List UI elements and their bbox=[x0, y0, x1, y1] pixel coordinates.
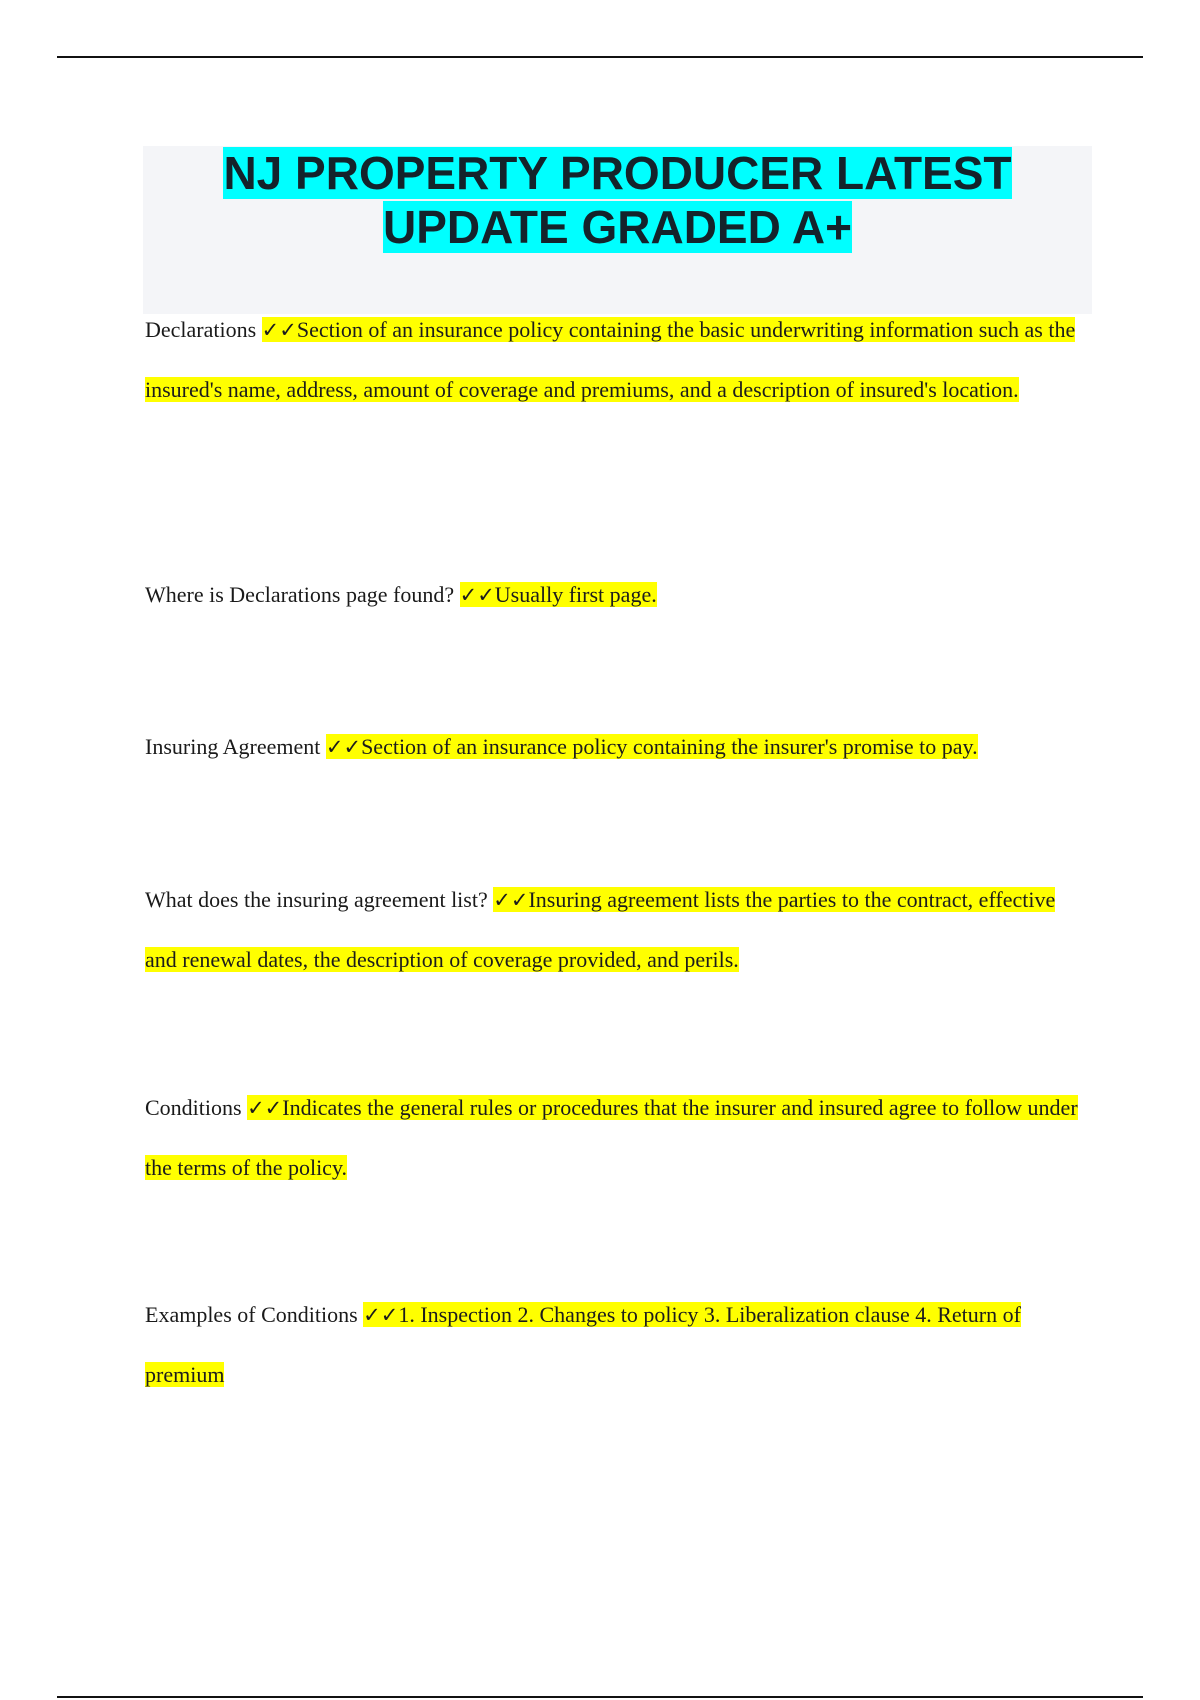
qa-item-insuring-agreement-list bbox=[145, 870, 1090, 990]
qa-answer-text: Section of an insurance policy containing the basic underwriting information such as the insured's name, address, amount of coverage and premiums, and a description of insured's location. bbox=[145, 317, 1076, 402]
qa-term: Insuring Agreement bbox=[145, 734, 321, 759]
qa-answer bbox=[460, 582, 657, 607]
qa-answer bbox=[326, 734, 978, 759]
qa-answer-text: Usually first page. bbox=[494, 582, 657, 607]
qa-term: Where is Declarations page found? bbox=[145, 582, 455, 607]
double-check-icon: ✓✓ bbox=[493, 888, 529, 912]
qa-term: Conditions bbox=[145, 1095, 242, 1120]
qa-item-examples-of-conditions bbox=[145, 1285, 1090, 1405]
double-check-icon: ✓✓ bbox=[459, 583, 495, 607]
qa-item-insuring-agreement bbox=[145, 717, 1090, 777]
double-check-icon: ✓✓ bbox=[261, 318, 297, 342]
qa-term: Examples of Conditions bbox=[145, 1302, 358, 1327]
qa-answer-text: Indicates the general rules or procedures that the insurer and insured agree to follow under the terms of the policy. bbox=[145, 1095, 1078, 1180]
qa-answer bbox=[145, 317, 1075, 402]
document-title-text: NJ PROPERTY PRODUCER LATEST UPDATE GRADED A+ bbox=[223, 147, 1012, 253]
qa-answer-text: 1. Inspection 2. Changes to policy 3. Liberalization clause 4. Return of premium bbox=[145, 1302, 1021, 1387]
double-check-icon: ✓✓ bbox=[363, 1303, 399, 1327]
qa-item-declarations-page bbox=[145, 565, 1090, 625]
qa-item-conditions bbox=[145, 1078, 1090, 1198]
qa-term: What does the insuring agreement list? bbox=[145, 887, 488, 912]
qa-answer-text: Insuring agreement lists the parties to the contract, effective and renewal dates, the description of coverage provided, and perils. bbox=[145, 887, 1056, 972]
double-check-icon: ✓✓ bbox=[247, 1096, 283, 1120]
double-check-icon: ✓✓ bbox=[325, 735, 362, 759]
qa-item-declarations bbox=[145, 300, 1090, 420]
qa-term: Declarations bbox=[145, 317, 257, 342]
qa-answer-text: Section of an insurance policy containing the insurer's promise to pay. bbox=[361, 734, 978, 759]
footer-rule bbox=[57, 1696, 1143, 1698]
header-rule bbox=[57, 56, 1143, 58]
document-title bbox=[143, 146, 1092, 254]
qa-answer bbox=[145, 1095, 1078, 1180]
